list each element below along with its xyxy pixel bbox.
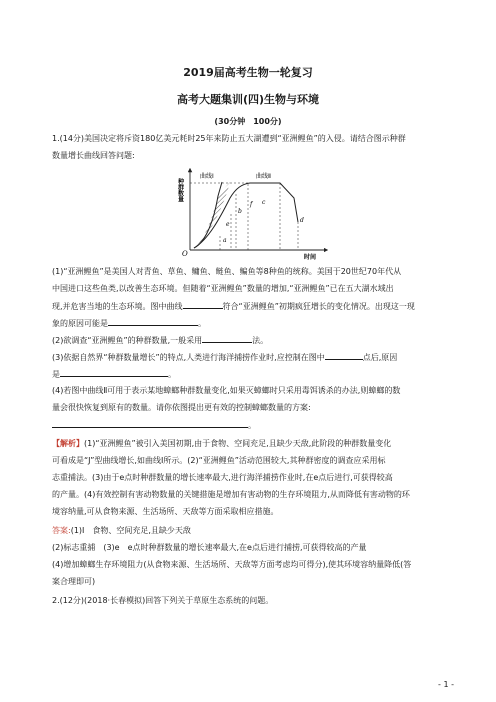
q1-part4-line1: (4)若图中曲线Ⅱ可用于表示某地蟑螂种群数量变化,如果灭蟑螂时只采用毒饵诱杀的办法,则蟑螂的数: [52, 386, 401, 395]
q1-part4-line3: 。: [52, 419, 454, 431]
page-number: - 1 -: [438, 680, 454, 689]
answer-line4: 案合理即可): [52, 577, 96, 586]
q1-part4-line2: 量会很快恢复到原有的数量。请你依图提出更有效的控制蟑螂数量的方案:: [52, 403, 311, 412]
question-2-stem: 2.(12分)(2018·长春模拟)回答下列关于草原生态系统的问题。: [52, 596, 274, 605]
point-f-label: f: [250, 201, 253, 208]
analysis-tag: 【解析】: [52, 439, 84, 448]
population-growth-figure: [176, 168, 328, 260]
analysis-line1: 【解析】(1)“亚洲鲤鱼”被引入美国初期,由于食物、空间充足,且缺少天敌,此阶段的种群数量变化: [52, 439, 392, 448]
x-axis-label: 时间: [304, 254, 317, 260]
q1-part3-line2: 是 。: [52, 370, 176, 379]
question-1-stem: 1.(14分)美国决定将斥资180亿美元耗时25年来防止五大湖遭到“亚洲鲤鱼”的入侵。请结合图示种群: [52, 134, 406, 143]
point-a-label: a: [223, 237, 227, 244]
q1-part1-line3: 现,并危害当地的生态环境。图中曲线 符合“亚洲鲤鱼”初期疯狂增长的变化情况。出现这一现: [52, 302, 415, 311]
y-axis-label: 种群数量: [176, 178, 184, 202]
answer-blank: [183, 300, 223, 309]
exam-meta: (30分钟 100分): [214, 117, 282, 126]
curve-1-label: 曲线Ⅰ: [200, 173, 214, 180]
analysis-line4: 的产量。(4)有效控制有害动物数量的关键措施是增加有害动物的生存环境阻力,从而降低有害动物的环: [52, 490, 410, 499]
answer-line1: 答案:(1)Ⅰ 食物、空间充足,且缺少天敌: [52, 526, 191, 535]
origin-label: O: [182, 250, 188, 258]
answer-blank: [52, 419, 248, 428]
answer-blank: [108, 317, 198, 326]
point-d-label: d: [300, 217, 304, 224]
q1-part1-line1: (1)“亚洲鲤鱼”是美国人对青鱼、草鱼、鳙鱼、鲢鱼、鳊鱼等8种鱼的统称。美国于20世纪70年代从: [52, 267, 402, 276]
answer-tag: 答案:: [52, 526, 71, 535]
curve-2-label: 曲线Ⅱ: [256, 173, 271, 180]
document-title: 2019届高考生物一轮复习: [183, 66, 313, 79]
answer-line3: (4)增加蟑螂生存环境阻力(从食物来源、生活场所、天敌等方面考虑均可得分),使其环境容纳量降低(答: [52, 560, 412, 569]
q1-part1-line2: 中国进口这些鱼类,以改善生态环境。但随着“亚洲鲤鱼”数量的增加,“亚洲鲤鱼”已在五大湖水域出: [52, 284, 394, 293]
analysis-line3: 志重捕法。(3)由于e点时种群数量的增长速率最大,进行海洋捕捞作业时,在e点后进行,可获得较高: [52, 473, 393, 482]
document-subtitle: 高考大题集训(四)生物与环境: [176, 93, 320, 106]
q1-part3-line1: (3)依据自然界“种群数量增长”的特点,人类进行海洋捕捞作业时,应控制在图中 点后,原因: [52, 353, 398, 362]
point-e-label: e: [226, 221, 230, 228]
answer-line2: (2)标志重捕 (3)e e点时种群数量的增长速率最大,在e点后进行捕捞,可获得较高的产量: [52, 543, 367, 552]
point-b-label: b: [238, 208, 242, 215]
analysis-line5: 境容纳量,可从食物来源、生活场所、天敌等方面采取相应措施。: [52, 507, 279, 516]
analysis-line2: 可看成是“J”型曲线增长,如曲线Ⅰ所示。(2)“亚洲鲤鱼”活动范围较大,其种群密度的调查应采用标: [52, 456, 386, 465]
answer-blank: [60, 368, 168, 377]
answer-blank: [202, 334, 252, 343]
q1-part2: (2)欲调查“亚洲鲤鱼”的种群数量,一般采用 法。: [52, 336, 269, 345]
curve-2-line: [194, 183, 298, 248]
answer-blank: [325, 351, 363, 360]
q1-part1-line4: 象的原因可能是 。: [52, 319, 206, 328]
point-c-label: c: [262, 199, 266, 206]
question-1-stem-cont: 数量增长曲线回答问题:: [52, 151, 135, 160]
